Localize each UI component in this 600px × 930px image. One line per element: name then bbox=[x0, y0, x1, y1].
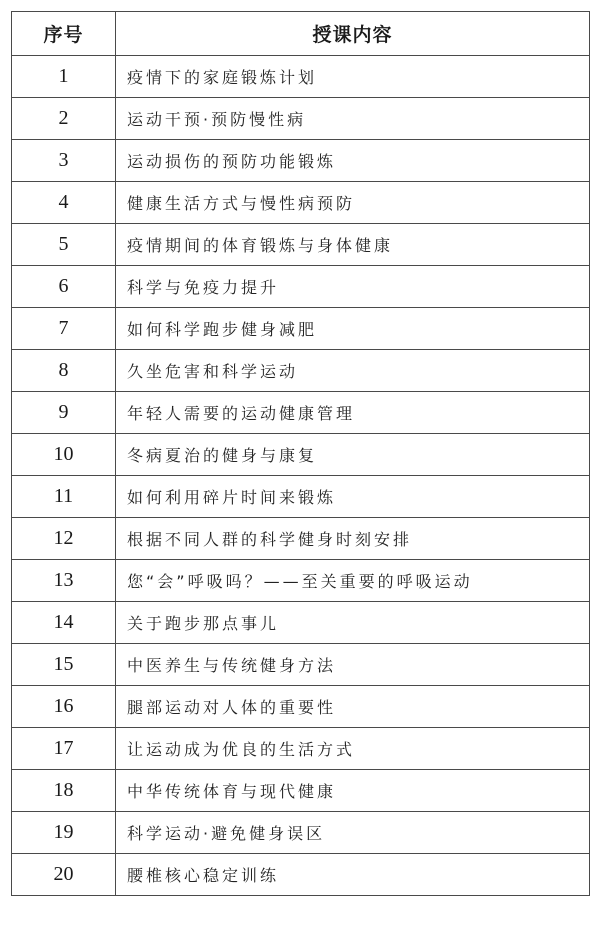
table-row bbox=[12, 182, 590, 224]
row-number: 14 bbox=[12, 602, 116, 644]
row-number: 12 bbox=[12, 518, 116, 560]
table-row bbox=[12, 392, 590, 434]
course-title: 让运动成为优良的生活方式 bbox=[116, 728, 590, 770]
table-row bbox=[12, 224, 590, 266]
table-body bbox=[12, 56, 590, 896]
table-row bbox=[12, 308, 590, 350]
row-number: 8 bbox=[12, 350, 116, 392]
row-number: 20 bbox=[12, 854, 116, 896]
course-table bbox=[11, 11, 590, 896]
header-no: 序号 bbox=[12, 12, 116, 56]
row-number: 13 bbox=[12, 560, 116, 602]
row-number: 11 bbox=[12, 476, 116, 518]
course-title: 如何利用碎片时间来锻炼 bbox=[116, 476, 590, 518]
row-number: 15 bbox=[12, 644, 116, 686]
row-number: 5 bbox=[12, 224, 116, 266]
row-number: 7 bbox=[12, 308, 116, 350]
row-number: 18 bbox=[12, 770, 116, 812]
row-number: 3 bbox=[12, 140, 116, 182]
table-row bbox=[12, 350, 590, 392]
row-number: 2 bbox=[12, 98, 116, 140]
table-row bbox=[12, 854, 590, 896]
row-number: 19 bbox=[12, 812, 116, 854]
course-title: 冬病夏治的健身与康复 bbox=[116, 434, 590, 476]
table-row bbox=[12, 812, 590, 854]
table-row bbox=[12, 266, 590, 308]
course-title: 中医养生与传统健身方法 bbox=[116, 644, 590, 686]
course-title: 腿部运动对人体的重要性 bbox=[116, 686, 590, 728]
course-title: 久坐危害和科学运动 bbox=[116, 350, 590, 392]
table-row bbox=[12, 140, 590, 182]
row-number: 16 bbox=[12, 686, 116, 728]
table-row bbox=[12, 770, 590, 812]
course-title: 科学与免疫力提升 bbox=[116, 266, 590, 308]
table-row bbox=[12, 644, 590, 686]
row-number: 1 bbox=[12, 56, 116, 98]
course-title: 疫情下的家庭锻炼计划 bbox=[116, 56, 590, 98]
table-row bbox=[12, 98, 590, 140]
course-title: 关于跑步那点事儿 bbox=[116, 602, 590, 644]
course-title: 疫情期间的体育锻炼与身体健康 bbox=[116, 224, 590, 266]
course-title: 健康生活方式与慢性病预防 bbox=[116, 182, 590, 224]
course-title: 根据不同人群的科学健身时刻安排 bbox=[116, 518, 590, 560]
course-title: 科学运动·避免健身误区 bbox=[116, 812, 590, 854]
course-title: 运动损伤的预防功能锻炼 bbox=[116, 140, 590, 182]
row-number: 9 bbox=[12, 392, 116, 434]
course-title: 您“会”呼吸吗？——至关重要的呼吸运动 bbox=[116, 560, 590, 602]
table-header-row bbox=[12, 12, 590, 56]
row-number: 10 bbox=[12, 434, 116, 476]
course-title: 运动干预·预防慢性病 bbox=[116, 98, 590, 140]
row-number: 17 bbox=[12, 728, 116, 770]
table-row bbox=[12, 560, 590, 602]
row-number: 4 bbox=[12, 182, 116, 224]
table-row bbox=[12, 728, 590, 770]
table-row bbox=[12, 56, 590, 98]
table-row bbox=[12, 518, 590, 560]
table-row bbox=[12, 434, 590, 476]
header-content: 授课内容 bbox=[116, 12, 590, 56]
table-row bbox=[12, 476, 590, 518]
course-title: 年轻人需要的运动健康管理 bbox=[116, 392, 590, 434]
table-row bbox=[12, 602, 590, 644]
course-title: 腰椎核心稳定训练 bbox=[116, 854, 590, 896]
course-title: 中华传统体育与现代健康 bbox=[116, 770, 590, 812]
course-title: 如何科学跑步健身减肥 bbox=[116, 308, 590, 350]
table-row bbox=[12, 686, 590, 728]
row-number: 6 bbox=[12, 266, 116, 308]
